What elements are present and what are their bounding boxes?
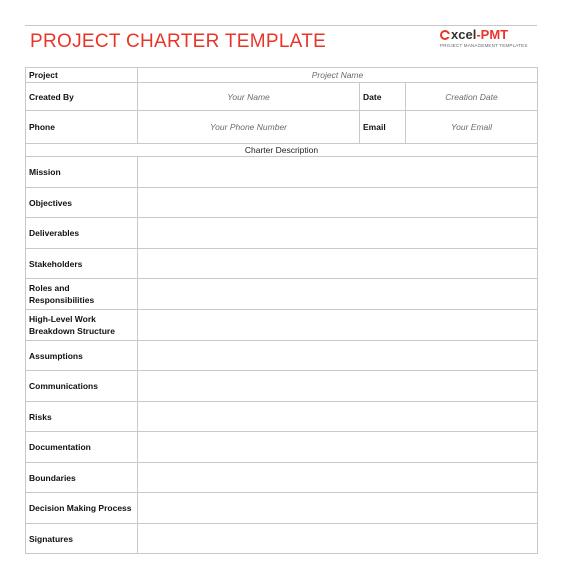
page-title: PROJECT CHARTER TEMPLATE <box>30 31 327 52</box>
charter-row-value[interactable] <box>138 341 538 371</box>
email-label: Email <box>360 111 406 144</box>
logo-suffix: PMT <box>480 27 509 42</box>
charter-row-label: Signatures <box>26 524 138 554</box>
project-label: Project <box>26 68 138 83</box>
logo-tagline: PROJECT MANAGEMENT TEMPLATES <box>440 43 528 48</box>
charter-row-value[interactable] <box>138 432 538 463</box>
logo-brand-text: xcel <box>451 27 477 42</box>
charter-row <box>26 341 538 371</box>
your-name-field[interactable]: Your Name <box>138 83 360 111</box>
charter-row <box>26 524 538 554</box>
project-row <box>26 68 538 83</box>
project-name-field[interactable]: Project Name <box>138 68 538 83</box>
charter-row-label: Boundaries <box>26 463 138 493</box>
charter-row-value[interactable] <box>138 371 538 402</box>
charter-table <box>25 67 538 554</box>
charter-row <box>26 371 538 402</box>
top-rule <box>25 25 537 26</box>
charter-row <box>26 402 538 432</box>
charter-row <box>26 463 538 493</box>
charter-row-label: Documentation <box>26 432 138 463</box>
charter-row-label: Stakeholders <box>26 249 138 279</box>
charter-row-value[interactable] <box>138 463 538 493</box>
charter-row-value[interactable] <box>138 310 538 341</box>
logo-wordmark <box>440 28 536 42</box>
charter-row-value[interactable] <box>138 157 538 188</box>
charter-row <box>26 432 538 463</box>
charter-row-label: Communications <box>26 371 138 402</box>
charter-row-value[interactable] <box>138 188 538 218</box>
charter-row-label: Objectives <box>26 188 138 218</box>
charter-row <box>26 493 538 524</box>
charter-row <box>26 188 538 218</box>
created-by-label: Created By <box>26 83 138 111</box>
charter-row-label: Risks <box>26 402 138 432</box>
charter-row-value[interactable] <box>138 493 538 524</box>
charter-row <box>26 218 538 249</box>
charter-row <box>26 157 538 188</box>
charter-row-label: Mission <box>26 157 138 188</box>
creation-date-field[interactable]: Creation Date <box>406 83 538 111</box>
logo-e-icon <box>440 30 450 40</box>
charter-row-value[interactable] <box>138 218 538 249</box>
phone-label: Phone <box>26 111 138 144</box>
logo-dash: - <box>476 27 481 42</box>
charter-row <box>26 279 538 310</box>
date-label: Date <box>360 83 406 111</box>
charter-row-value[interactable] <box>138 279 538 310</box>
phone-row <box>26 111 538 144</box>
email-field[interactable]: Your Email <box>406 111 538 144</box>
brand-logo <box>440 28 536 54</box>
charter-row-label: Roles and Responsibilities <box>26 279 138 310</box>
charter-row <box>26 249 538 279</box>
charter-row-label: Assumptions <box>26 341 138 371</box>
phone-number-field[interactable]: Your Phone Number <box>138 111 360 144</box>
charter-row-value[interactable] <box>138 249 538 279</box>
charter-row-value[interactable] <box>138 524 538 554</box>
charter-row-label: High-Level Work Breakdown Structure <box>26 310 138 341</box>
charter-description-heading: Charter Description <box>26 144 538 157</box>
charter-row <box>26 310 538 341</box>
section-header-row <box>26 144 538 157</box>
created-by-row <box>26 83 538 111</box>
charter-row-label: Deliverables <box>26 218 138 249</box>
charter-row-label: Decision Making Process <box>26 493 138 524</box>
charter-row-value[interactable] <box>138 402 538 432</box>
